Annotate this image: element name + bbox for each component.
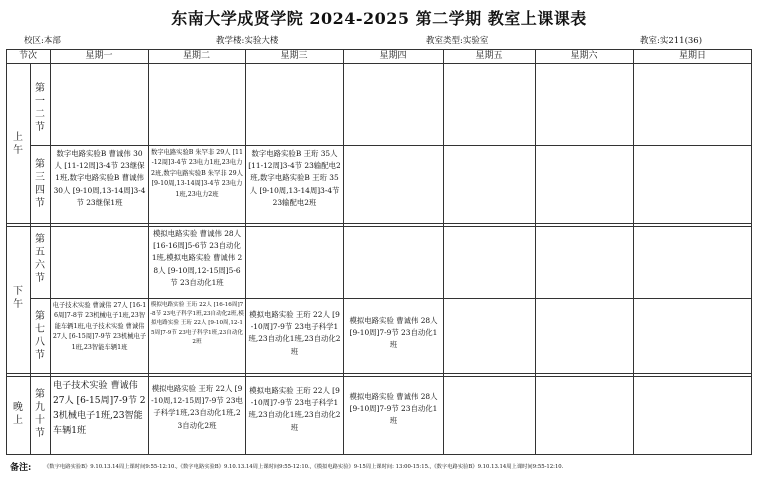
period-label-1-2: 第 一 二 节: [35, 83, 45, 133]
day-header-wed: 星期三: [280, 51, 308, 61]
course-cell-mon-p34[interactable]: 数字电路实验B 曹诚伟 30人 [11-12周]3-4节 23继保1班,数字电路实验B 曹诚伟 30人 [9-10周,13-14周]3-4节 23继保1班: [53, 149, 146, 207]
course-cell-mon-p78[interactable]: 电子技术实验 曹诚伟 27人 [16-16周]7-8节 23机械电子1班,23智能车辆1班,电子技术实验 曹诚伟 27人 [6-15周]7-9节 23机械电子1班,23智能车辆1班: [52, 302, 147, 351]
course-cell-tue-p34[interactable]: 数字电路实验B 朱罕非 29人 [11-12周]3-4节 23电力1班,23电力2班,数字电路实验B 朱罕非 29人 [9-10周,13-14周]3-4节 23电力1班,23电力2班: [150, 149, 244, 198]
campus-label: 校区:本部: [24, 36, 61, 46]
course-cell-tue-p56[interactable]: 模拟电路实验 曹诚伟 28人 [16-16周]5-6节 23自动化1班,模拟电路实验 曹诚伟 28人 [9-10周,12-15周]5-6节 23自动化1班: [151, 229, 243, 287]
course-cell-thu-p910[interactable]: 模拟电路实验 曹诚伟 28人 [9-10周]7-9节 23自动化1班: [349, 392, 438, 426]
course-cell-wed-p34[interactable]: 数字电路实验B 王珩 35人 [11-12周]3-4节 23输配电2班,数字电路实验B 王珩 35人 [9-10周,13-14周]3-4节 23输配电2班: [248, 149, 341, 207]
room-label: 教室:实211(36): [640, 36, 703, 46]
notes-text: 《数字电路实验B》9.10.13.14周上课时间9:55-12:10.,《数字电路实验B》9.10.13.14周上课时间9:55-12:10.,《模拟电路实验》9-15周上课时间: 13:00-15:15.,《数字电路实验B》9.10.13.14周上课时间9:55-12:10.: [44, 464, 564, 470]
day-header-mon: 星期一: [85, 51, 113, 61]
notes-label: 备注:: [10, 463, 32, 473]
day-header-sun: 星期日: [678, 51, 706, 61]
building-label: 教学楼:实验大楼: [216, 36, 279, 46]
page-title: 东南大学成贤学院 2024-2025 第二学期 教室上课课表: [171, 9, 587, 28]
course-cell-thu-p78[interactable]: 模拟电路实验 曹诚伟 28人 [9-10周]7-9节 23自动化1班: [349, 316, 438, 350]
evening-label: 晚 上: [13, 402, 23, 426]
course-cell-tue-p910[interactable]: 模拟电路实验 王珩 22人 [9-10周,12-15周]7-9节 23电子科学1班,23自动化1班,23自动化2班: [151, 384, 243, 430]
afternoon-label: 下 午: [13, 286, 23, 310]
day-header-thu: 星期四: [379, 51, 407, 61]
course-cell-tue-p78[interactable]: 模拟电路实验 王珩 22人 [16-16周]7-8节 23电子科学1班,23自动化2班,模拟电路实验 王珩 22人 [9-10周,12-15周]7-9节 23电子科学1班,23自动化2班: [150, 302, 244, 345]
period-label-7-8: 第 七 八 节: [35, 311, 45, 361]
day-header-fri: 星期五: [475, 51, 503, 61]
day-header-tue: 星期二: [182, 51, 210, 61]
morning-label: 上 午: [13, 132, 23, 156]
period-label-9-10: 第 九 十 节: [35, 389, 45, 439]
course-cell-wed-p78[interactable]: 模拟电路实验 王珩 22人 [9-10周]7-9节 23电子科学1班,23自动化1班,23自动化2班: [248, 310, 341, 356]
period-header: 节次: [18, 51, 37, 61]
schedule-table: [6, 49, 752, 455]
period-label-3-4: 第 三 四 节: [35, 159, 45, 209]
period-label-5-6: 第 五 六 节: [35, 234, 45, 284]
course-cell-mon-p910[interactable]: 电子技术实验 曹诚伟 27人 [6-15周]7-9节 23机械电子1班,23智能车辆1班: [53, 381, 146, 436]
day-header-sat: 星期六: [570, 51, 598, 61]
course-cell-wed-p910[interactable]: 模拟电路实验 王珩 22人 [9-10周]7-9节 23电子科学1班,23自动化1班,23自动化2班: [248, 386, 341, 432]
room-type-label: 教室类型:实验室: [426, 36, 489, 46]
